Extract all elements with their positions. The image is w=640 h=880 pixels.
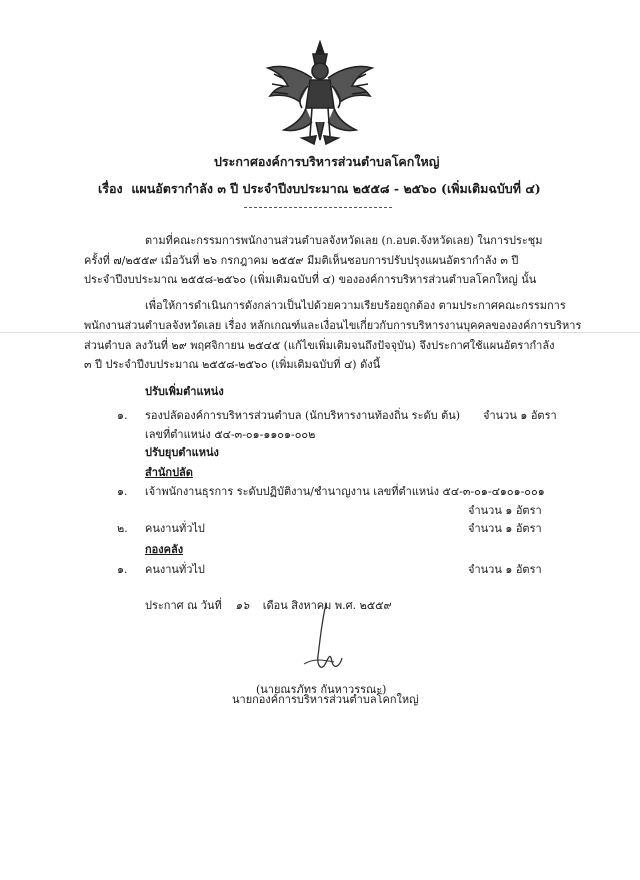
- announce-suffix: เดือน สิงหาคม พ.ศ. ๒๕๕๙: [262, 599, 392, 612]
- add-section-heading: ปรับเพิ่มตำแหน่ง: [145, 385, 224, 398]
- office-item2-text: คนงานทั่วไป: [145, 522, 205, 535]
- signature-mark: [296, 600, 356, 680]
- paragraph1-line1: ตามที่คณะกรรมการพนักงานส่วนตำบลจังหวัดเลย (ก.อบต.จังหวัดเลย) ในการประชุม: [145, 234, 543, 247]
- add-item1-position-number: เลขที่ตำแหน่ง ๕๔-๓-๐๑-๑๑๐๑-๐๐๒: [145, 428, 316, 441]
- title-separator: [244, 207, 392, 208]
- treasury-heading: กองคลัง: [145, 543, 184, 556]
- announce-prefix: ประกาศ ณ วันที่: [145, 599, 222, 612]
- treasury-item1-text: คนงานทั่วไป: [145, 563, 205, 576]
- subject-text: แผนอัตรากำลัง ๓ ปี ประจำปีงบประมาณ ๒๕๕๘ - ๒๕๖๐ (เพิ่มเติมฉบับที่ ๔): [131, 181, 541, 196]
- paragraph2-line1: เพื่อให้การดำเนินการดังกล่าวเป็นไปด้วยความเรียบร้อยถูกต้อง ตามประกาศคณะกรรมการ: [145, 299, 566, 312]
- add-item1-count: จำนวน ๑ อัตรา: [483, 409, 557, 422]
- office-item2-number: ๒.: [117, 522, 128, 535]
- paragraph2-line2: พนักงานส่วนตำบลจังหวัดเลย เรื่อง หลักเกณฑ์และเงื่อนไขเกี่ยวกับการบริหารงานบุคคลขององค์การบริหาร: [84, 319, 582, 332]
- office-item1-text: เจ้าพนักงานธุรการ ระดับปฏิบัติงาน/ชำนาญงาน เลขที่ตำแหน่ง ๕๔-๓-๐๑-๔๑๐๑-๐๐๑: [145, 485, 545, 498]
- office-item1-number: ๑.: [117, 485, 128, 498]
- treasury-item1-count: จำนวน ๑ อัตรา: [468, 563, 542, 576]
- cut-section-heading: ปรับยุบตำแหน่ง: [145, 446, 219, 459]
- office-item2-count: จำนวน ๑ อัตรา: [468, 522, 542, 535]
- subject-line: [98, 179, 541, 199]
- subject-label: เรื่อง: [98, 181, 123, 196]
- paragraph2-line4: ๓ ปี ประจำปีงบประมาณ ๒๕๕๘-๒๕๖๐ (เพิ่มเติมฉบับที่ ๔) ดังนี้: [84, 358, 381, 371]
- paragraph1-line2: ครั้งที่ ๗/๒๕๕๙ เมื่อวันที่ ๒๖ กรกฎาคม ๒๕๕๙ มีมติเห็นชอบการปรับปรุงแผนอัตรากำลัง ๓ ปี: [84, 254, 519, 267]
- paragraph1-line3: ประจำปีงบประมาณ ๒๕๕๘-๒๕๖๐ (เพิ่มเติมฉบับที่ ๔) ขององค์การบริหารส่วนตำบลโคกใหญ่ นั้น: [84, 273, 537, 286]
- scan-artifact-line: [0, 332, 640, 333]
- announcement-title: ประกาศองค์การบริหารส่วนตำบลโคกใหญ่: [214, 154, 440, 169]
- signer-position: นายกองค์การบริหารส่วนตำบลโคกใหญ่: [232, 693, 419, 706]
- office-heading: สำนักปลัด: [145, 466, 193, 479]
- office-item1-count: จำนวน ๑ อัตรา: [468, 504, 542, 517]
- treasury-item1-number: ๑.: [117, 563, 128, 576]
- garuda-emblem-icon: [262, 38, 378, 150]
- add-item1-text: รองปลัดองค์การบริหารส่วนตำบล (นักบริหารงานท้องถิ่น ระดับ ต้น): [145, 409, 461, 422]
- signer-name: (นายณรภัทร กันหาวรรณะ): [256, 683, 387, 696]
- add-item1-number: ๑.: [117, 409, 128, 422]
- announce-day: ๑๖: [235, 599, 250, 612]
- paragraph2-line3: ส่วนตำบล ลงวันที่ ๒๙ พฤศจิกายน ๒๕๔๕ (แก้ไขเพิ่มเติมจนถึงปัจจุบัน) จึงประกาศใช้แผนอัตรากำลัง: [84, 339, 555, 352]
